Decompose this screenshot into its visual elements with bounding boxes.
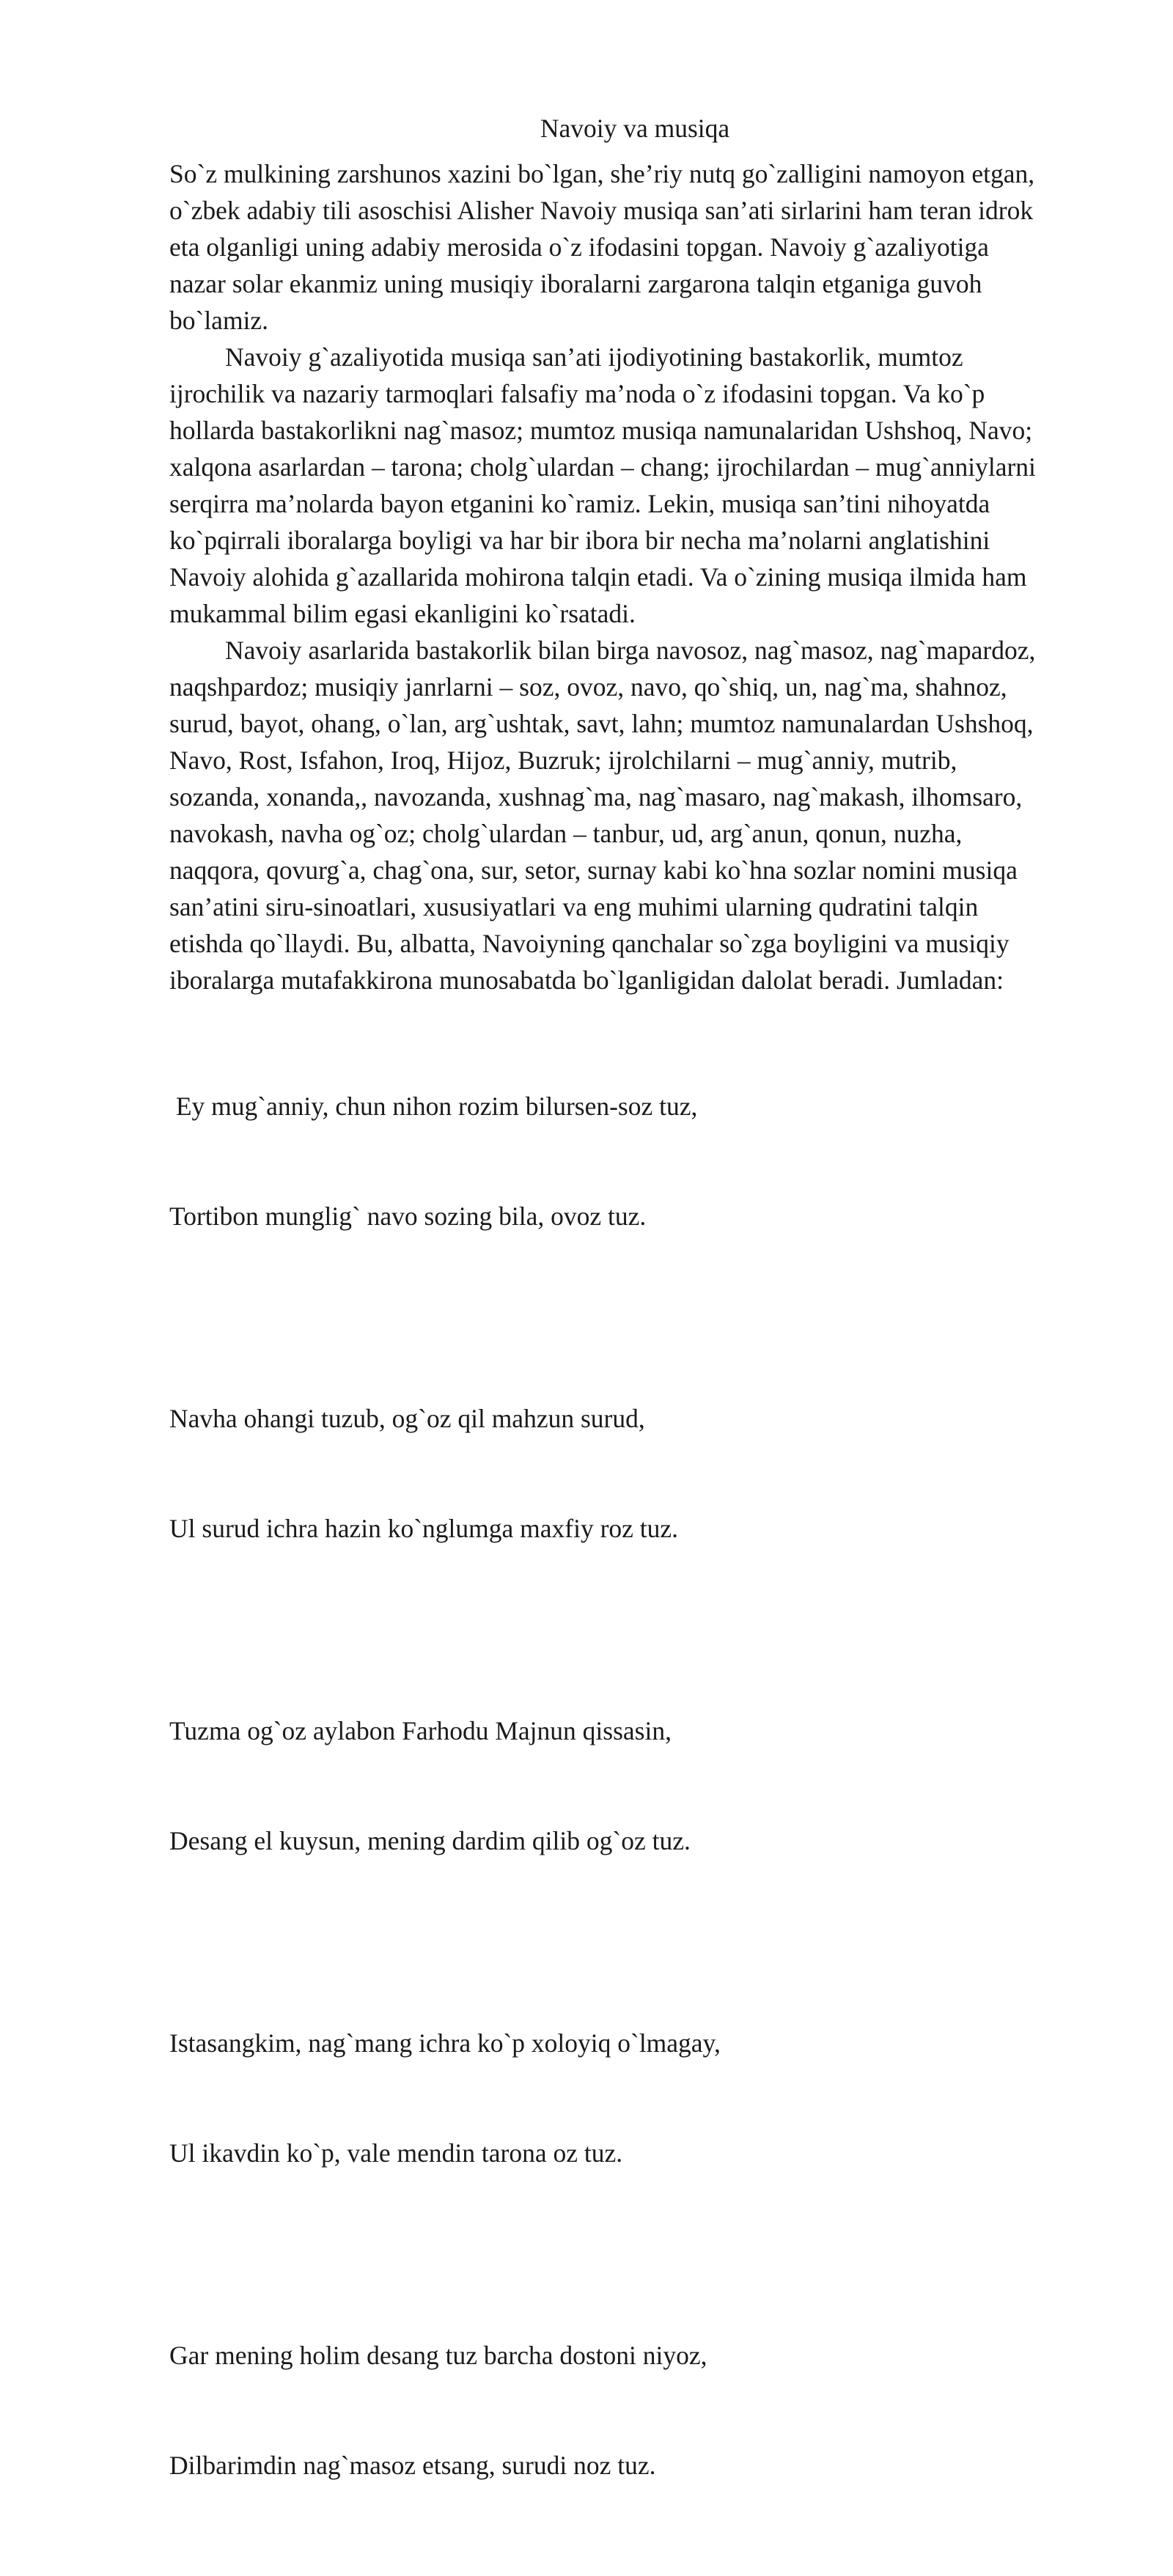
poem-line: Navha ohangi tuzub, og`oz qil mahzun surud,: [169, 1404, 645, 1433]
paragraph-line: o`zbek adabiy tili asoschisi Alisher Navoiy musiqa san’ati sirlarini ham teran idrok: [169, 196, 1034, 225]
document-page: [169, 110, 1099, 2576]
paragraph-line: So`z mulkining zarshunos xazini bo`lgan, she’riy nutq go`zalligini namoyon etgan,: [169, 159, 1035, 188]
paragraph-line: bo`lamiz.: [169, 306, 269, 335]
poem-line: Ul surud ichra hazin ko`nglumga maxfiy roz tuz.: [169, 1514, 679, 1543]
poem-line: Dilbarimdin nag`masoz etsang, surudi noz tuz.: [169, 2451, 656, 2480]
paragraph-line: xalqona asarlardan – tarona; cholg`ulardan – chang; ijrochilardan – mug`anniylarni: [169, 452, 1036, 482]
paragraph-line: etishda qo`llaydi. Bu, albatta, Navoiyning qanchalar so`zga boyligini va musiqiy: [169, 929, 1010, 958]
paragraph-line: Navo, Rost, Isfahon, Iroq, Hijoz, Buzruk; ijrolchilarni – mug`anniy, mutrib,: [169, 746, 957, 775]
paragraph-line: naqqora, qovurg`a, chag`ona, sur, setor, surnay kabi ko`hna sozlar nomini musiqa: [169, 855, 1018, 885]
paragraph-line: navokash, navha og`oz; cholg`ulardan – tanbur, ud, arg`anun, qonun, nuzha,: [169, 819, 963, 848]
paragraph-line: hollarda bastakorlikni nag`masoz; mumtoz musiqa namunalaridan Ushshoq, Navo;: [169, 416, 1033, 445]
poem-stanza: [169, 1327, 1099, 1620]
paragraph-line: surud, bayot, ohang, o`lan, arg`ushtak, savt, lahn; mumtoz namunalardan Ushshoq,: [169, 709, 1034, 738]
paragraph-line: mukammal bilim egasi ekanligini ko`rsatadi.: [169, 599, 636, 628]
poem-line: Tortibon munglig` navo sozing bila, ovoz tuz.: [169, 1201, 647, 1231]
poem: [169, 1015, 1099, 2557]
paragraph-line: eta olganligi uning adabiy merosida o`z ifodasini topgan. Navoiy g`azaliyotiga: [169, 232, 989, 262]
poem-stanza: [169, 2264, 1099, 2557]
paragraph-line: naqshpardoz; musiqiy janrlarni – soz, ovoz, navo, qo`shiq, un, nag`ma, shahnoz,: [169, 672, 1007, 702]
poem-stanza: [169, 1639, 1099, 1932]
paragraph-line: Navoiy alohida g`azallarida mohirona talqin etadi. Va o`zining musiqa ilmida ham: [169, 562, 1027, 592]
paragraph-line: Navoiy g`azaliyotida musiqa san’ati ijodiyotining bastakorlik, mumtoz: [225, 342, 963, 372]
poem-line: Ey mug`anniy, chun nihon rozim bilursen-soz tuz,: [169, 1092, 698, 1121]
poem-stanza: [169, 1015, 1099, 1308]
paragraph-2: [169, 339, 1099, 632]
paragraph-line: Navoiy asarlarida bastakorlik bilan birga navosoz, nag`masoz, nag`mapardoz,: [225, 636, 1036, 665]
paragraph-line: san’atini siru-sinoatlari, xususiyatlari va eng muhimi ularning qudratini talqin: [169, 892, 979, 921]
poem-stanza: [169, 1951, 1099, 2245]
paragraph-line: serqirra ma’nolarda bayon etganini ko`ramiz. Lekin, musiqa san’tini nihoyatda: [169, 489, 990, 518]
paragraph-line: iboralarga mutafakkirona munosabatda bo`lganligidan dalolat beradi. Jumladan:: [169, 965, 1004, 995]
paragraph-3: [169, 632, 1099, 998]
poem-line: Desang el kuysun, mening dardim qilib og`oz tuz.: [169, 1826, 691, 1855]
document-title: Navoiy va musiqa: [540, 114, 730, 143]
poem-line: Ul ikavdin ko`p, vale mendin tarona oz tuz.: [169, 2138, 623, 2168]
paragraph-line: ko`pqirrali iboralarga boyligi va har bir ibora bir necha ma’nolarni anglatishini: [169, 526, 990, 555]
paragraph-line: nazar solar ekanmiz uning musiqiy iboralarni zargarona talqin etganiga guvoh: [169, 269, 982, 298]
paragraph-line: sozanda, xonanda,, navozanda, xushnag`ma, nag`masaro, nag`makash, ilhomsaro,: [169, 782, 1023, 812]
poem-line: Tuzma og`oz aylabon Farhodu Majnun qissasin,: [169, 1716, 672, 1745]
paragraph-line: ijrochilik va nazariy tarmoqlari falsafiy ma’noda o`z ifodasini topgan. Va ko`p: [169, 379, 985, 408]
paragraph-1: [169, 155, 1099, 339]
poem-line: Gar mening holim desang tuz barcha dostoni niyoz,: [169, 2341, 707, 2370]
poem-line: Istasangkim, nag`mang ichra ko`p xoloyiq o`lmagay,: [169, 2028, 721, 2058]
